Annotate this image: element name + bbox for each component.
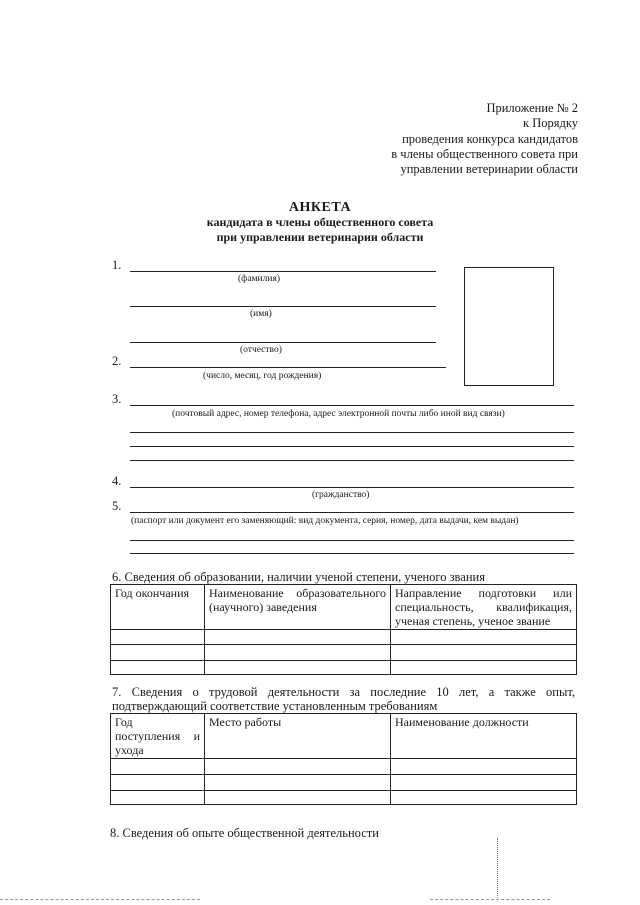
table-cell[interactable]: [391, 791, 577, 805]
birth-line[interactable]: [130, 367, 446, 368]
table-cell[interactable]: [205, 645, 391, 661]
field-number: 2.: [112, 354, 122, 368]
table-cell[interactable]: [391, 775, 577, 791]
passport-line-extra[interactable]: [130, 540, 574, 541]
section-7-line: подтверждающий соответствие установленным требованиям: [112, 699, 438, 713]
table-row: [111, 791, 577, 805]
table-cell[interactable]: [111, 645, 205, 661]
appendix-line: Приложение № 2: [486, 101, 578, 115]
table-header-cell: Наименование образовательного (научного) заведения: [205, 585, 391, 630]
table-cell[interactable]: [205, 775, 391, 791]
table-row: [111, 630, 577, 645]
form-subtitle: кандидата в члены общественного совета: [206, 215, 434, 229]
appendix-line: проведения конкурса кандидатов: [402, 131, 578, 146]
citizenship-line[interactable]: [130, 487, 574, 488]
scan-edge: [430, 899, 550, 900]
education-table: [110, 584, 577, 675]
table-cell[interactable]: [205, 630, 391, 645]
table-cell[interactable]: [111, 630, 205, 645]
form-subtitle: при управлении ветеринарии области: [216, 230, 424, 244]
section-7-title: [112, 685, 575, 713]
table-cell[interactable]: [205, 661, 391, 675]
contacts-line[interactable]: [130, 405, 574, 406]
table-row: [111, 661, 577, 675]
passport-line-extra[interactable]: [130, 553, 574, 554]
name-caption: (имя): [250, 309, 272, 319]
birth-caption: (число, месяц, год рождения): [203, 371, 322, 381]
contacts-line-extra[interactable]: [130, 446, 574, 447]
name-line[interactable]: [130, 306, 436, 307]
scan-mark: [497, 838, 498, 898]
table-header-row: [111, 585, 577, 630]
appendix-line: в члены общественного совета при: [391, 146, 578, 161]
table-header-cell: Место работы: [205, 714, 391, 759]
table-cell[interactable]: [391, 645, 577, 661]
table-cell[interactable]: [111, 661, 205, 675]
photo-box[interactable]: [464, 267, 554, 386]
appendix-line: к Порядку: [523, 116, 578, 131]
employment-table: [110, 713, 577, 805]
citizenship-caption: (гражданство): [312, 490, 370, 500]
form-title: АНКЕТА: [288, 200, 352, 215]
table-header-cell: Год окончания: [111, 585, 205, 630]
table-cell[interactable]: [111, 759, 205, 775]
table-cell[interactable]: [391, 661, 577, 675]
table-cell[interactable]: [391, 759, 577, 775]
passport-line[interactable]: [130, 512, 574, 513]
field-number: 4.: [112, 474, 122, 488]
field-number: 1.: [112, 258, 122, 272]
patronymic-caption: (отчество): [240, 345, 282, 355]
table-row: [111, 759, 577, 775]
contacts-line-extra[interactable]: [130, 432, 574, 433]
passport-caption: (паспорт или документ его заменяющий: вид документа, серия, номер, дата выдачи, кем выдан): [131, 516, 519, 526]
table-header-cell: Направление подготовки или специальность, квалификация, ученая степень, ученое звание: [391, 585, 577, 630]
table-cell[interactable]: [111, 775, 205, 791]
surname-caption: (фамилия): [238, 274, 280, 284]
field-number: 3.: [112, 392, 122, 406]
table-header-cell: Наименование должности: [391, 714, 577, 759]
table-header-cell: Год поступления и ухода: [111, 714, 205, 759]
section-8-title: 8. Сведения об опыте общественной деятельности: [110, 826, 379, 840]
table-row: [111, 775, 577, 791]
table-cell[interactable]: [205, 759, 391, 775]
appendix-line: управлении ветеринарии области: [400, 162, 578, 177]
table-row: [111, 645, 577, 661]
appendix-header: [391, 101, 578, 177]
table-cell[interactable]: [111, 791, 205, 805]
section-7-line: 7. Сведения о трудовой деятельности за последние 10 лет, а также опыт,: [112, 685, 575, 699]
surname-line[interactable]: [130, 271, 436, 272]
table-cell[interactable]: [205, 791, 391, 805]
contacts-line-extra[interactable]: [130, 460, 574, 461]
table-header-row: [111, 714, 577, 759]
field-number: 5.: [112, 499, 122, 513]
contacts-caption: (почтовый адрес, номер телефона, адрес электронной почты либо иной вид связи): [172, 409, 505, 419]
table-cell[interactable]: [391, 630, 577, 645]
section-6-title: 6. Сведения об образовании, наличии ученой степени, ученого звания: [112, 570, 485, 584]
scan-edge: [0, 899, 200, 900]
patronymic-line[interactable]: [130, 342, 436, 343]
